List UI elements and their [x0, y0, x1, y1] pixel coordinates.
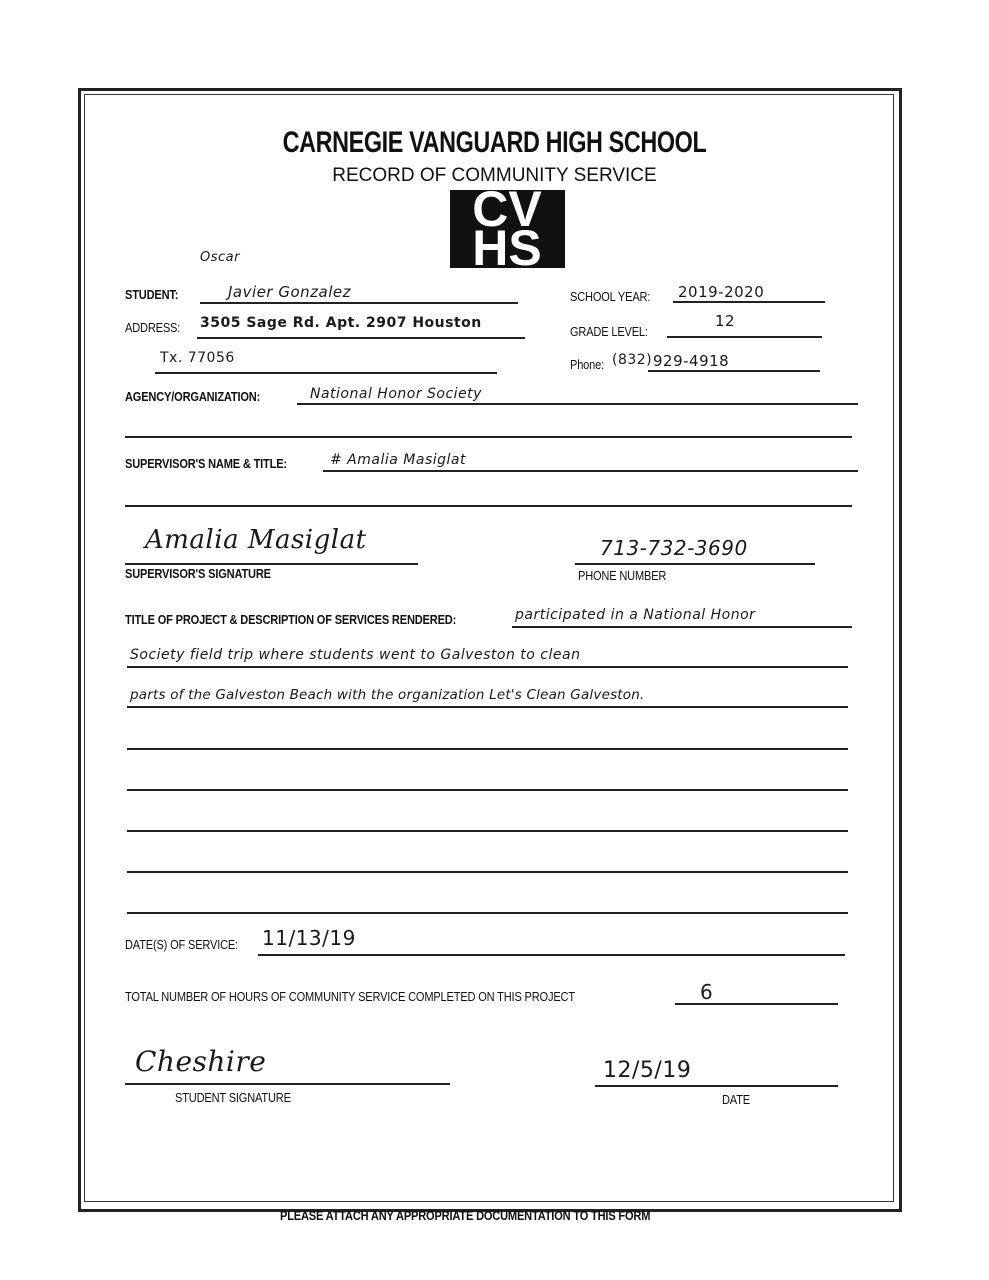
- grade-level-label: GRADE LEVEL:: [570, 324, 648, 339]
- address-line-1: 3505 Sage Rd. Apt. 2907 Houston: [200, 315, 482, 331]
- school-name: CARNEGIE VANGUARD HIGH SCHOOL: [282, 126, 707, 159]
- student-signature-label: STUDENT SIGNATURE: [175, 1090, 291, 1105]
- agency-label: AGENCY/ORGANIZATION:: [125, 389, 261, 404]
- student-label: STUDENT:: [125, 287, 179, 302]
- phone-number-label: PHONE NUMBER: [578, 568, 667, 583]
- student-name: Javier Gonzalez: [228, 283, 351, 301]
- supervisor-signature: Amalia Masiglat: [145, 525, 367, 555]
- address-line-2: Tx. 77056: [160, 350, 235, 366]
- grade-level-value: 12: [715, 312, 736, 330]
- project-label: TITLE OF PROJECT & DESCRIPTION OF SERVICES RENDERED:: [125, 612, 457, 627]
- school-year-value: 2019-2020: [678, 283, 765, 301]
- dates-value: 11/13/19: [262, 926, 356, 950]
- footer-note: PLEASE ATTACH ANY APPROPRIATE DOCUMENTATION TO THIS FORM: [280, 1208, 651, 1223]
- date-value: 12/5/19: [603, 1058, 692, 1083]
- form-subtitle: RECORD OF COMMUNITY SERVICE: [332, 165, 657, 186]
- project-line-2: Society field trip where students went to Galveston to clean: [130, 647, 581, 663]
- supervisor-name-label: SUPERVISOR'S NAME & TITLE:: [125, 456, 287, 471]
- date-label: DATE: [722, 1092, 750, 1107]
- project-line-1: participated in a National Honor: [515, 607, 756, 623]
- phone-value: 929-4918: [653, 352, 730, 370]
- cvhs-logo-text: CVHS: [472, 181, 542, 276]
- phone-area-code: (832): [612, 352, 653, 368]
- agency-value: National Honor Society: [310, 386, 482, 402]
- project-line-3: parts of the Galveston Beach with the organization Let's Clean Galveston.: [130, 687, 645, 703]
- school-year-label: SCHOOL YEAR:: [570, 289, 651, 304]
- supervisor-phone-value: 713-732-3690: [600, 536, 748, 560]
- cvhs-logo: [450, 181, 565, 276]
- hours-label: TOTAL NUMBER OF HOURS OF COMMUNITY SERVICE COMPLETED ON THIS PROJECT: [125, 989, 575, 1004]
- address-label: ADDRESS:: [125, 320, 181, 335]
- hours-value: 6: [700, 980, 714, 1004]
- student-name-correction: Oscar: [200, 250, 240, 265]
- phone-label: Phone:: [570, 357, 605, 372]
- dates-label: DATE(S) OF SERVICE:: [125, 937, 239, 952]
- supervisor-signature-label: SUPERVISOR'S SIGNATURE: [125, 566, 271, 581]
- supervisor-name-value: # Amalia Masiglat: [330, 452, 466, 468]
- student-signature: Cheshire: [135, 1045, 267, 1078]
